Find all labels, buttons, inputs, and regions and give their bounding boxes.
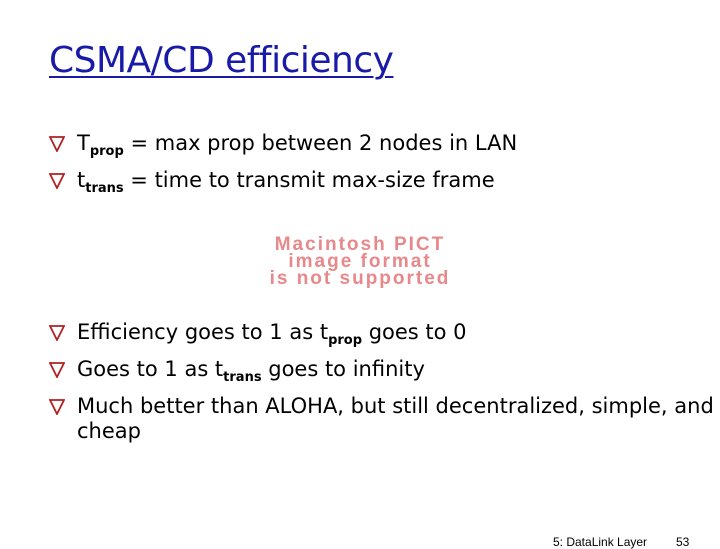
bullet-item xyxy=(49,394,720,444)
bullet-item xyxy=(49,131,517,159)
bullet-text: goes to infinity xyxy=(261,357,425,381)
bullet-list-bottom xyxy=(49,320,720,453)
bullet-text: Much better than ALOHA, but still decentralized, simple, and cheap xyxy=(77,394,714,443)
bullet-text: = max prop between 2 nodes in LAN xyxy=(123,131,518,155)
bullet-item xyxy=(49,320,720,348)
subscript: trans xyxy=(223,370,262,385)
bullet-icon xyxy=(49,173,65,189)
bullet-item xyxy=(49,168,517,196)
bullet-icon xyxy=(49,325,65,341)
placeholder-line: is not supported xyxy=(269,268,451,289)
bullet-text: Efficiency goes to 1 as t xyxy=(77,320,329,344)
bullet-text-main: t xyxy=(77,168,86,192)
bullet-icon xyxy=(49,362,65,378)
bullet-text: Goes to 1 as t xyxy=(77,357,224,381)
footer-page-number: 53 xyxy=(676,535,690,549)
bullet-list-top xyxy=(49,131,517,205)
bullet-text: = time to transmit max-size frame xyxy=(123,168,495,192)
bullet-icon xyxy=(49,399,65,415)
placeholder-line: Macintosh PICT xyxy=(274,234,446,255)
subscript: prop xyxy=(89,144,124,159)
bullet-item xyxy=(49,357,720,385)
subscript: prop xyxy=(328,333,363,348)
bullet-text-main: T xyxy=(77,131,90,155)
bullet-icon xyxy=(49,136,65,152)
bullet-text: goes to 0 xyxy=(362,320,467,344)
image-placeholder xyxy=(195,236,525,288)
subscript: trans xyxy=(85,181,124,196)
placeholder-line: image format xyxy=(288,251,432,272)
slide-title: CSMA/CD efficiency xyxy=(49,40,394,81)
footer-chapter: 5: DataLink Layer xyxy=(553,535,648,549)
